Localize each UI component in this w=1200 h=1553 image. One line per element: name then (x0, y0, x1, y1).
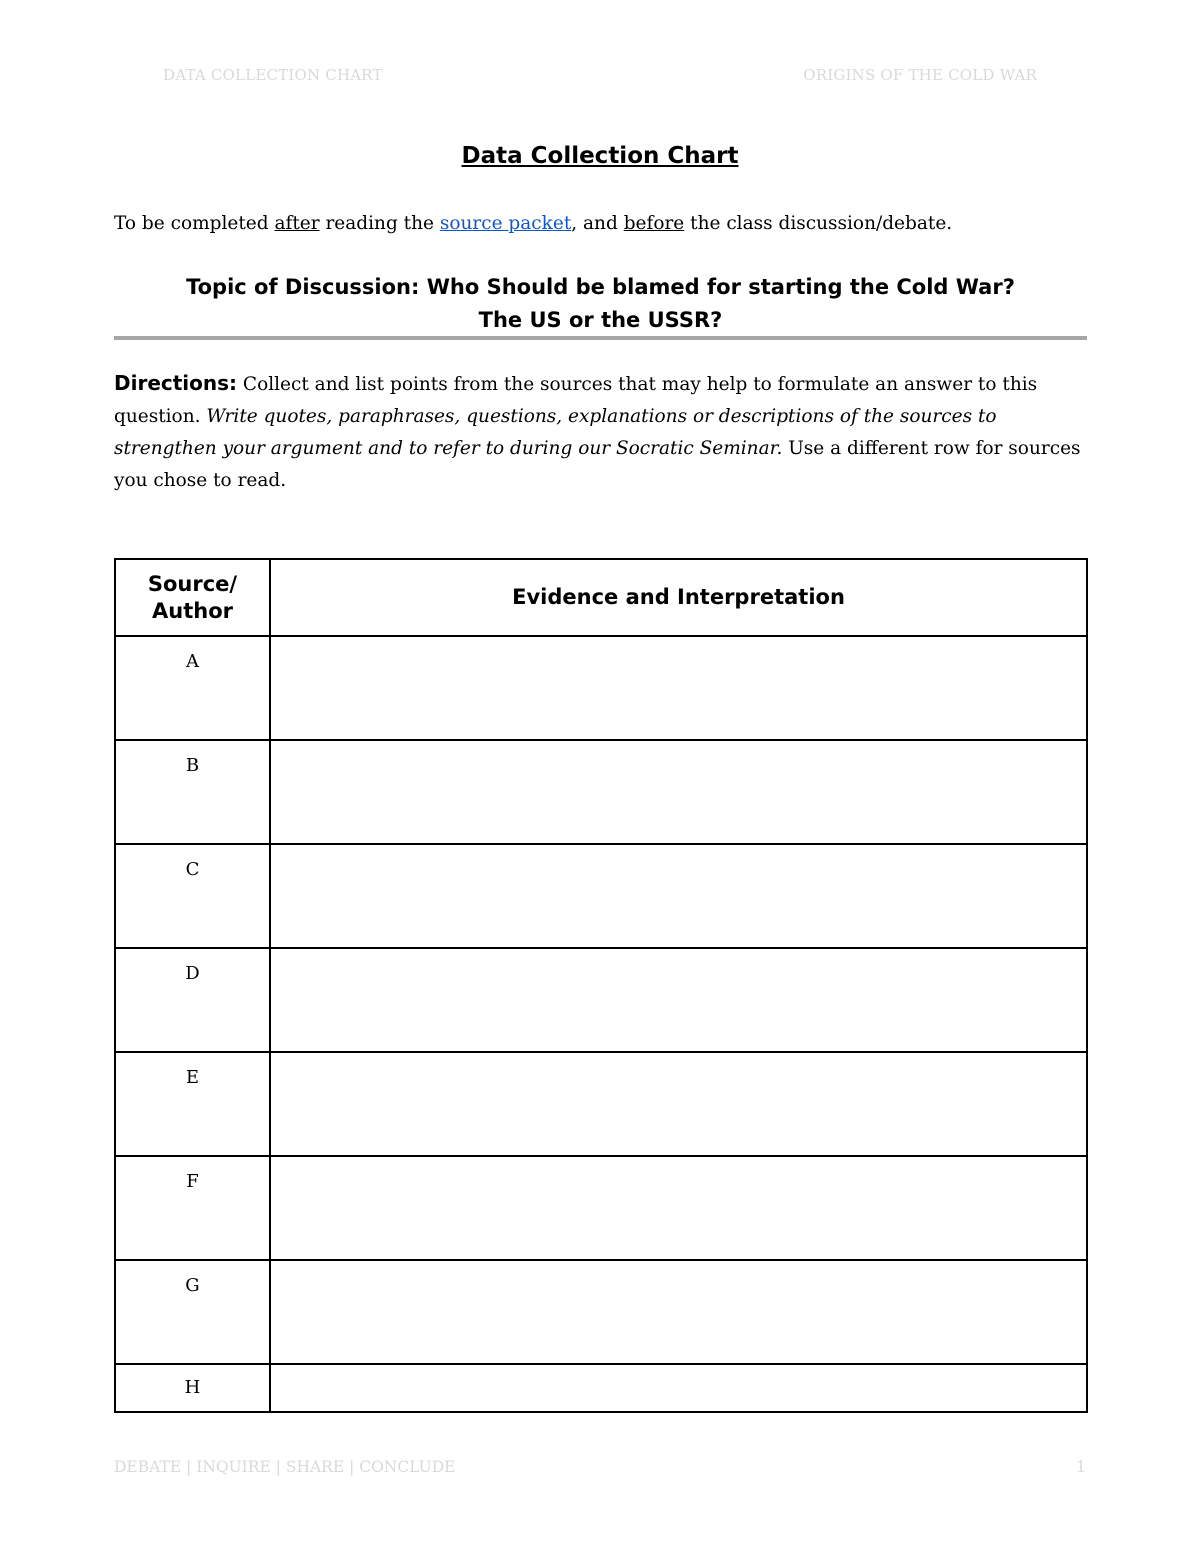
table-row (115, 1364, 1087, 1412)
source-cell: F (115, 1156, 270, 1260)
header-right: ORIGINS OF THE COLD WAR (803, 66, 1037, 84)
intro-text-1: To be completed (114, 213, 275, 234)
directions-label: Directions: (114, 371, 238, 395)
evidence-cell[interactable] (270, 844, 1087, 948)
directions-text-1: Collect and list points from the sources that may help to formulate an answer to this question. (114, 374, 1038, 427)
evidence-cell[interactable] (270, 636, 1087, 740)
intro-paragraph (114, 213, 1089, 234)
table-row (115, 1260, 1087, 1364)
page-title (0, 143, 1200, 169)
topic-line-2: The US or the USSR? (478, 308, 723, 332)
source-packet-link[interactable]: source packet (439, 213, 572, 234)
intro-before: before (623, 213, 685, 234)
evidence-cell[interactable] (270, 1260, 1087, 1364)
header-author-line: Author (152, 598, 233, 623)
horizontal-rule (114, 336, 1087, 340)
evidence-cell[interactable] (270, 740, 1087, 844)
topic-heading (114, 271, 1087, 337)
table-row (115, 740, 1087, 844)
table-row (115, 1052, 1087, 1156)
intro-text-2: reading the (319, 213, 440, 234)
header-evidence: Evidence and Interpretation (270, 559, 1087, 636)
source-cell: D (115, 948, 270, 1052)
data-collection-table (114, 558, 1088, 1413)
source-cell: C (115, 844, 270, 948)
evidence-cell[interactable] (270, 948, 1087, 1052)
page-title-text: Data Collection Chart (461, 143, 739, 169)
evidence-cell[interactable] (270, 1052, 1087, 1156)
source-cell: E (115, 1052, 270, 1156)
intro-after: after (274, 213, 320, 234)
source-cell: G (115, 1260, 270, 1364)
directions-italic: Write quotes, paraphrases, questions, explanations or descriptions of the sources to strengthen your argument and to refer to during our Socratic Seminar. (114, 406, 997, 459)
topic-line-1: Topic of Discussion: Who Should be blamed for starting the Cold War? (186, 275, 1015, 299)
header-left: DATA COLLECTION CHART (163, 66, 383, 84)
directions-paragraph (114, 367, 1089, 497)
header-source-line: Source/ (147, 571, 238, 596)
source-cell: B (115, 740, 270, 844)
footer-text: DEBATE | INQUIRE | SHARE | CONCLUDE (114, 1458, 456, 1476)
table-header-row (115, 559, 1087, 636)
table-row (115, 636, 1087, 740)
directions-text-2: Use a different row for sources you chose to read. (114, 438, 1081, 491)
evidence-cell[interactable] (270, 1364, 1087, 1412)
evidence-cell[interactable] (270, 1156, 1087, 1260)
header-source-author (115, 559, 270, 636)
table-row (115, 1156, 1087, 1260)
source-cell: A (115, 636, 270, 740)
table-row (115, 844, 1087, 948)
page-number: 1 (1076, 1458, 1086, 1476)
source-cell: H (115, 1364, 270, 1412)
intro-text-4: the class discussion/debate. (684, 213, 953, 234)
intro-text-3: , and (571, 213, 624, 234)
table-row (115, 948, 1087, 1052)
